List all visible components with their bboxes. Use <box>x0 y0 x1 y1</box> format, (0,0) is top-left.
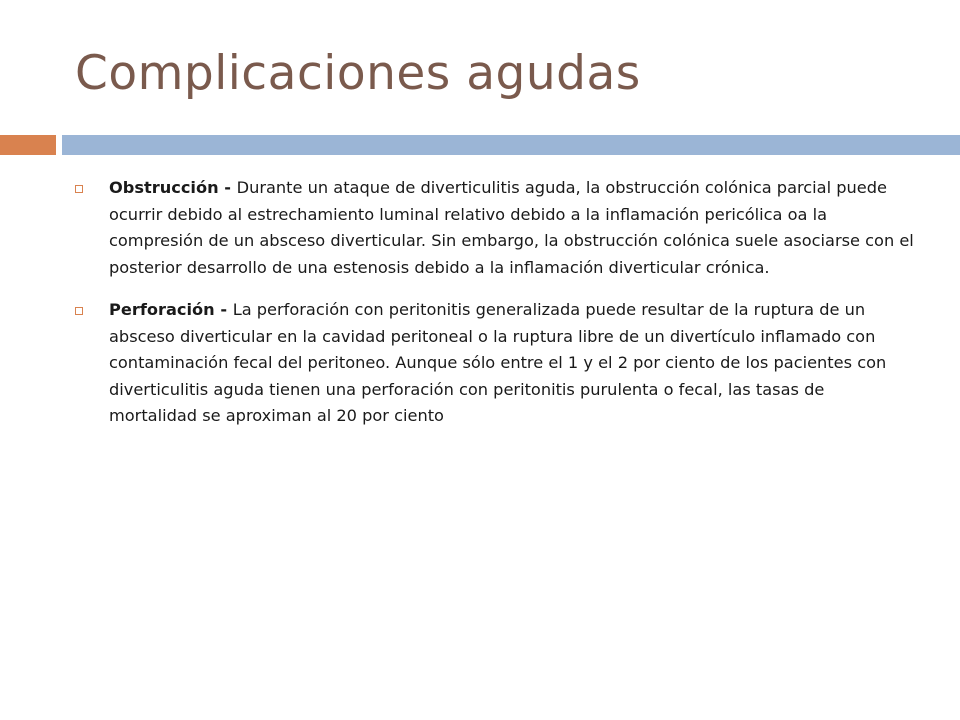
bullet-text: La perforación con peritonitis generalizada puede resultar de la ruptura de un absceso diverticular en la cavidad peritoneal o la ruptura libre de un divertículo inflamado con contaminación fecal del peritoneo. Aunque sólo entre el 1 y el 2 por ciento de los pacientes con diverticulitis aguda tienen una perforación con peritonitis purulenta o fecal, las tasas de mortalidad se aproximan al 20 por ciento <box>109 300 887 425</box>
bullet-term: Perforación - <box>109 300 233 319</box>
bullet-item-obstruccion <box>74 175 914 281</box>
bullet-item-perforacion <box>74 297 914 430</box>
bullet-term: Obstrucción - <box>109 178 237 197</box>
bullet-square-icon <box>75 185 83 193</box>
bullet-text: Durante un ataque de diverticulitis aguda, la obstrucción colónica parcial puede ocurrir debido al estrechamiento luminal relativo debido a la inflamación pericólica oa la compresión de un absceso diverticular. Sin embargo, la obstrucción colónica suele asociarse con el posterior desarrollo de una estenosis debido a la inflamación diverticular crónica. <box>109 178 914 277</box>
title-accent-bar <box>0 135 56 155</box>
bullet-list <box>74 175 914 446</box>
title-divider-bar <box>62 135 960 155</box>
bullet-square-icon <box>75 307 83 315</box>
slide-title: Complicaciones agudas <box>75 46 641 101</box>
